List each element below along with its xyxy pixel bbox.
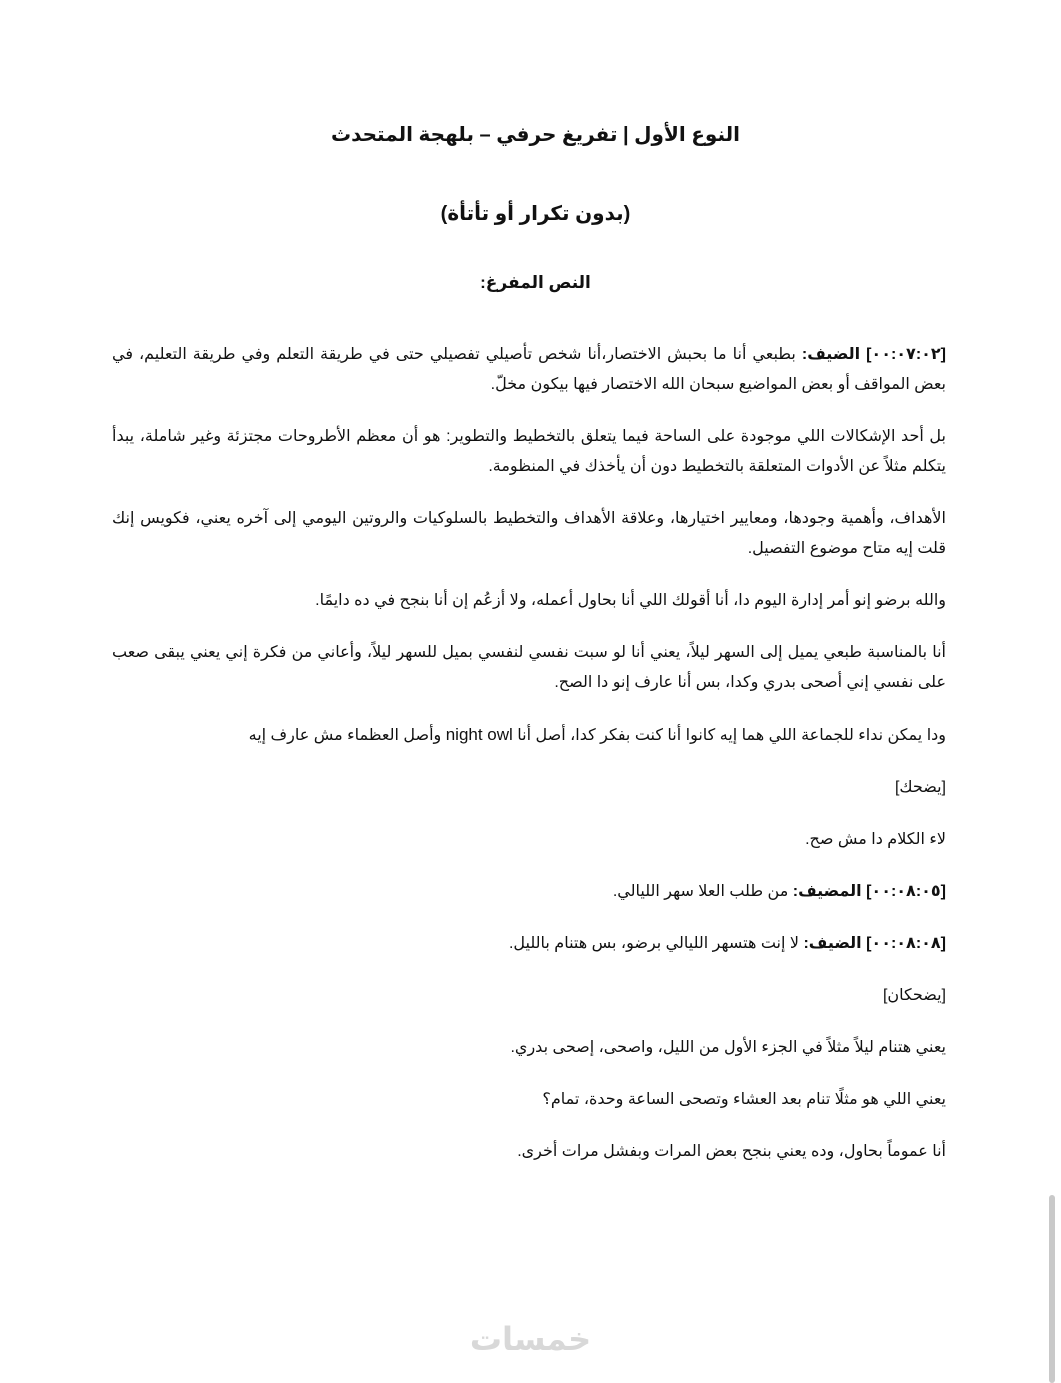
- document-subtitle: (بدون تكرار أو تأتأة): [440, 203, 631, 225]
- speaker-label: الضيف:: [801, 346, 861, 363]
- transcript-paragraph: الأهداف، وأهمية وجودها، ومعايير اختيارها، وعلاقة الأهداف والتخطيط بالسلوكيات والروتين اليومي إلى آخره يعني، فكويس إنك قلت إيه متاح موضوع التفصيل.: [112, 510, 946, 557]
- transcript-paragraph: بل أحد الإشكالات اللي موجودة على الساحة فيما يتعلق بالتخطيط والتطوير: هو أن معظم الأطروحات مجتزئة وغير شاملة، يبدأ يتكلم مثلاً عن الأدوات المتعلقة بالتخطيط دون أن يأخذك في المنظومة.: [112, 428, 947, 475]
- transcript-paragraph: [112, 929, 946, 959]
- paragraph-text: لا إنت هتسهر الليالي برضو، بس هتنام بالليل.: [508, 935, 800, 952]
- transcript-paragraph: [يضحك]: [894, 779, 946, 796]
- transcript-paragraph: والله برضو إنو أمر إدارة اليوم دا، أنا أقولك اللي أنا بحاول أعمله، ولا أزعُم إن أنا بنجح في ده دايمًا.: [315, 592, 946, 609]
- vertical-scrollbar[interactable]: [1049, 1195, 1055, 1383]
- paragraph-text: ودا يمكن نداء للجماعة اللي هما إيه كانوا أنا كنت بفكر كدا، أصل أنا: [517, 727, 946, 744]
- transcript-paragraph: [112, 720, 946, 751]
- speaker-label: الضيف:: [803, 935, 862, 952]
- watermark-logo: خمسات: [469, 1321, 592, 1357]
- transcript-paragraph: لاء الكلام دا مش صح.: [805, 831, 946, 848]
- timestamp: [٠٠:٠٨:٠٥]: [866, 883, 946, 900]
- paragraph-text: بطبعي أنا ما بحبش الاختصار،أنا شخص تأصيلي تفصيلي حتى في طريقة التعلم وفي طريقة التعليم، في بعض المواقف أو بعض المواضيع سبحان الله الاختصار فيها بيكون مخلّ.: [112, 346, 946, 393]
- transcript-paragraph: يعني اللي هو مثلًا تنام بعد العشاء وتصحى الساعة وحدة، تمام؟: [542, 1091, 946, 1108]
- transcript-paragraph: [112, 877, 946, 907]
- transcript-paragraph: أنا عموماً بحاول، وده يعني بنجح بعض المرات وبفشل مرات أخرى.: [517, 1143, 946, 1160]
- timestamp: [٠٠:٠٧:٠٢]: [866, 346, 946, 363]
- transcript-paragraph: [112, 340, 946, 400]
- transcript-paragraph: أنا بالمناسبة طبعي يميل إلى السهر ليلاً، يعني أنا لو سبت نفسي لنفسي بميل للسهر ليلاً، وأعاني من فكرة إني يعني يبقى صعب على نفسي إني أصحى بدري وكدا، بس أنا عارف إنو دا الصح.: [112, 644, 946, 691]
- timestamp: [٠٠:٠٨:٠٨]: [866, 935, 946, 952]
- paragraph-text: وأصل العظماء مش عارف إيه: [248, 727, 442, 744]
- speaker-label: المضيف:: [792, 883, 862, 900]
- transcript-paragraph: يعني هتنام ليلاً مثلاً في الجزء الأول من الليل، واصحى، إصحى بدري.: [510, 1039, 946, 1056]
- document-title: النوع الأول | تفريغ حرفي – بلهجة المتحدث: [330, 124, 740, 146]
- paragraph-text: من طلب العلا سهر الليالي.: [612, 883, 789, 900]
- transcript-body: [112, 340, 946, 1189]
- transcript-paragraph: [يضحكان]: [882, 987, 946, 1004]
- section-label: النص المفرغ:: [480, 273, 591, 292]
- english-term: night owl: [445, 725, 513, 744]
